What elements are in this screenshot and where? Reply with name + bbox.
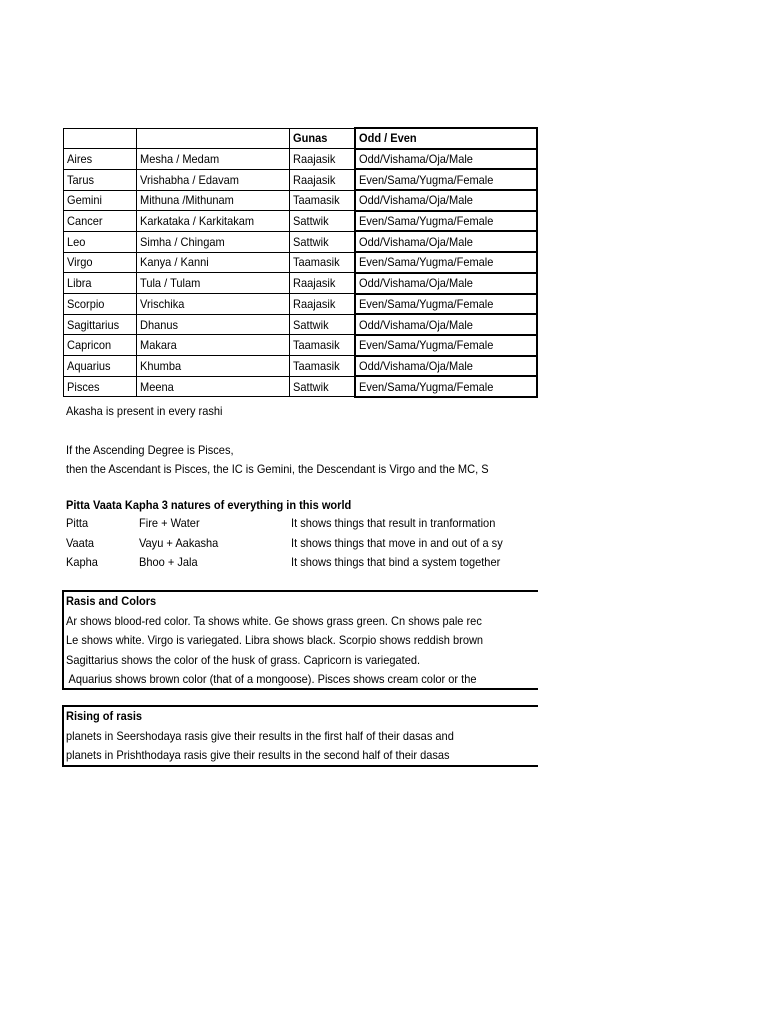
table-row	[64, 273, 537, 294]
odd-even-cell: Odd/Vishama/Oja/Male	[355, 273, 537, 294]
rising-of-rasis-box	[62, 705, 538, 767]
colors-line: Aquarius shows brown color (that of a mongoose). Pisces shows cream color or the	[66, 672, 477, 686]
sign-cell: Capricon	[64, 335, 137, 356]
akasha-note: Akasha is present in every rashi	[66, 404, 223, 418]
guna-cell: Taamasik	[290, 356, 355, 377]
odd-even-cell: Odd/Vishama/Oja/Male	[355, 190, 537, 211]
rasis-colors-title: Rasis and Colors	[66, 594, 157, 608]
guna-cell: Sattwik	[290, 231, 355, 252]
rasi-name-cell: Khumba	[137, 356, 290, 377]
doshas-title: Pitta Vaata Kapha 3 natures of everything in this world	[66, 498, 352, 512]
sign-cell: Sagittarius	[64, 314, 137, 335]
table-row	[64, 231, 537, 252]
rasi-name-cell: Dhanus	[137, 314, 290, 335]
rasi-name-cell: Tula / Tulam	[137, 273, 290, 294]
rasi-name-cell: Vrischika	[137, 294, 290, 315]
guna-cell: Raajasik	[290, 169, 355, 190]
dosha-description: It shows things that result in tranformation	[291, 516, 496, 530]
odd-even-cell: Even/Sama/Yugma/Female	[355, 294, 537, 315]
guna-cell: Sattwik	[290, 211, 355, 232]
rising-line: planets in Prishthodaya rasis give their results in the second half of their dasas	[66, 748, 450, 762]
rasi-table	[63, 127, 538, 398]
sign-cell: Pisces	[64, 376, 137, 397]
guna-cell: Sattwik	[290, 376, 355, 397]
rasis-colors-box	[62, 590, 538, 690]
odd-even-cell: Odd/Vishama/Oja/Male	[355, 356, 537, 377]
table-row	[64, 376, 537, 397]
table-header-row	[64, 128, 537, 149]
colors-line: Ar shows blood-red color. Ta shows white. Ge shows grass green. Cn shows pale rec	[66, 613, 482, 628]
rising-line: planets in Seershodaya rasis give their results in the first half of their dasas and	[66, 728, 454, 743]
colors-line: Sagittarius shows the color of the husk of grass. Capricorn is variegated.	[66, 652, 421, 667]
rasi-name-cell: Mithuna /Mithunam	[137, 190, 290, 211]
guna-cell: Taamasik	[290, 252, 355, 273]
sign-cell: Aquarius	[64, 356, 137, 377]
dosha-elements: Fire + Water	[139, 516, 200, 530]
sign-cell: Tarus	[64, 169, 137, 190]
table-row	[64, 314, 537, 335]
guna-cell: Taamasik	[290, 190, 355, 211]
odd-even-cell: Odd / Even	[355, 128, 537, 149]
rising-title: Rising of rasis	[66, 709, 143, 723]
table-row	[64, 149, 537, 170]
odd-even-cell: Odd/Vishama/Oja/Male	[355, 231, 537, 252]
sign-cell: Cancer	[64, 211, 137, 232]
ascending-line-1: If the Ascending Degree is Pisces,	[66, 443, 234, 457]
odd-even-cell: Even/Sama/Yugma/Female	[355, 376, 537, 397]
dosha-elements: Vayu + Aakasha	[139, 535, 219, 550]
odd-even-cell: Even/Sama/Yugma/Female	[355, 169, 537, 190]
guna-cell: Gunas	[290, 128, 355, 149]
ascending-line-2: then the Ascendant is Pisces, the IC is Gemini, the Descendant is Virgo and the MC, S	[66, 462, 489, 476]
rasi-name-cell: Mesha / Medam	[137, 149, 290, 170]
odd-even-cell: Even/Sama/Yugma/Female	[355, 335, 537, 356]
dosha-name: Pitta	[66, 516, 89, 530]
sign-cell: Leo	[64, 231, 137, 252]
guna-cell: Sattwik	[290, 314, 355, 335]
dosha-description: It shows things that move in and out of a sy	[291, 535, 503, 550]
table-row	[64, 190, 537, 211]
table-row	[64, 356, 537, 377]
guna-cell: Raajasik	[290, 294, 355, 315]
odd-even-cell: Even/Sama/Yugma/Female	[355, 252, 537, 273]
dosha-elements: Bhoo + Jala	[139, 555, 198, 569]
rasi-name-cell	[137, 128, 290, 149]
sign-cell: Libra	[64, 273, 137, 294]
rasi-name-cell: Karkataka / Karkitakam	[137, 211, 290, 232]
sign-cell	[64, 128, 137, 149]
guna-cell: Taamasik	[290, 335, 355, 356]
table-row	[64, 335, 537, 356]
table-row	[64, 294, 537, 315]
rasi-name-cell: Simha / Chingam	[137, 231, 290, 252]
rasi-name-cell: Kanya / Kanni	[137, 252, 290, 273]
dosha-name: Kapha	[66, 555, 98, 569]
rasi-name-cell: Meena	[137, 376, 290, 397]
odd-even-cell: Odd/Vishama/Oja/Male	[355, 149, 537, 170]
rasi-name-cell: Vrishabha / Edavam	[137, 169, 290, 190]
sign-cell: Aires	[64, 149, 137, 170]
guna-cell: Raajasik	[290, 149, 355, 170]
odd-even-cell: Odd/Vishama/Oja/Male	[355, 314, 537, 335]
dosha-description: It shows things that bind a system together	[291, 555, 501, 569]
colors-line: Le shows white. Virgo is variegated. Libra shows black. Scorpio shows reddish brown	[66, 633, 484, 647]
odd-even-cell: Even/Sama/Yugma/Female	[355, 211, 537, 232]
rasi-name-cell: Makara	[137, 335, 290, 356]
sign-cell: Gemini	[64, 190, 137, 211]
sign-cell: Virgo	[64, 252, 137, 273]
table-row	[64, 252, 537, 273]
dosha-name: Vaata	[66, 535, 95, 550]
sign-cell: Scorpio	[64, 294, 137, 315]
table-row	[64, 211, 537, 232]
table-row	[64, 169, 537, 190]
guna-cell: Raajasik	[290, 273, 355, 294]
